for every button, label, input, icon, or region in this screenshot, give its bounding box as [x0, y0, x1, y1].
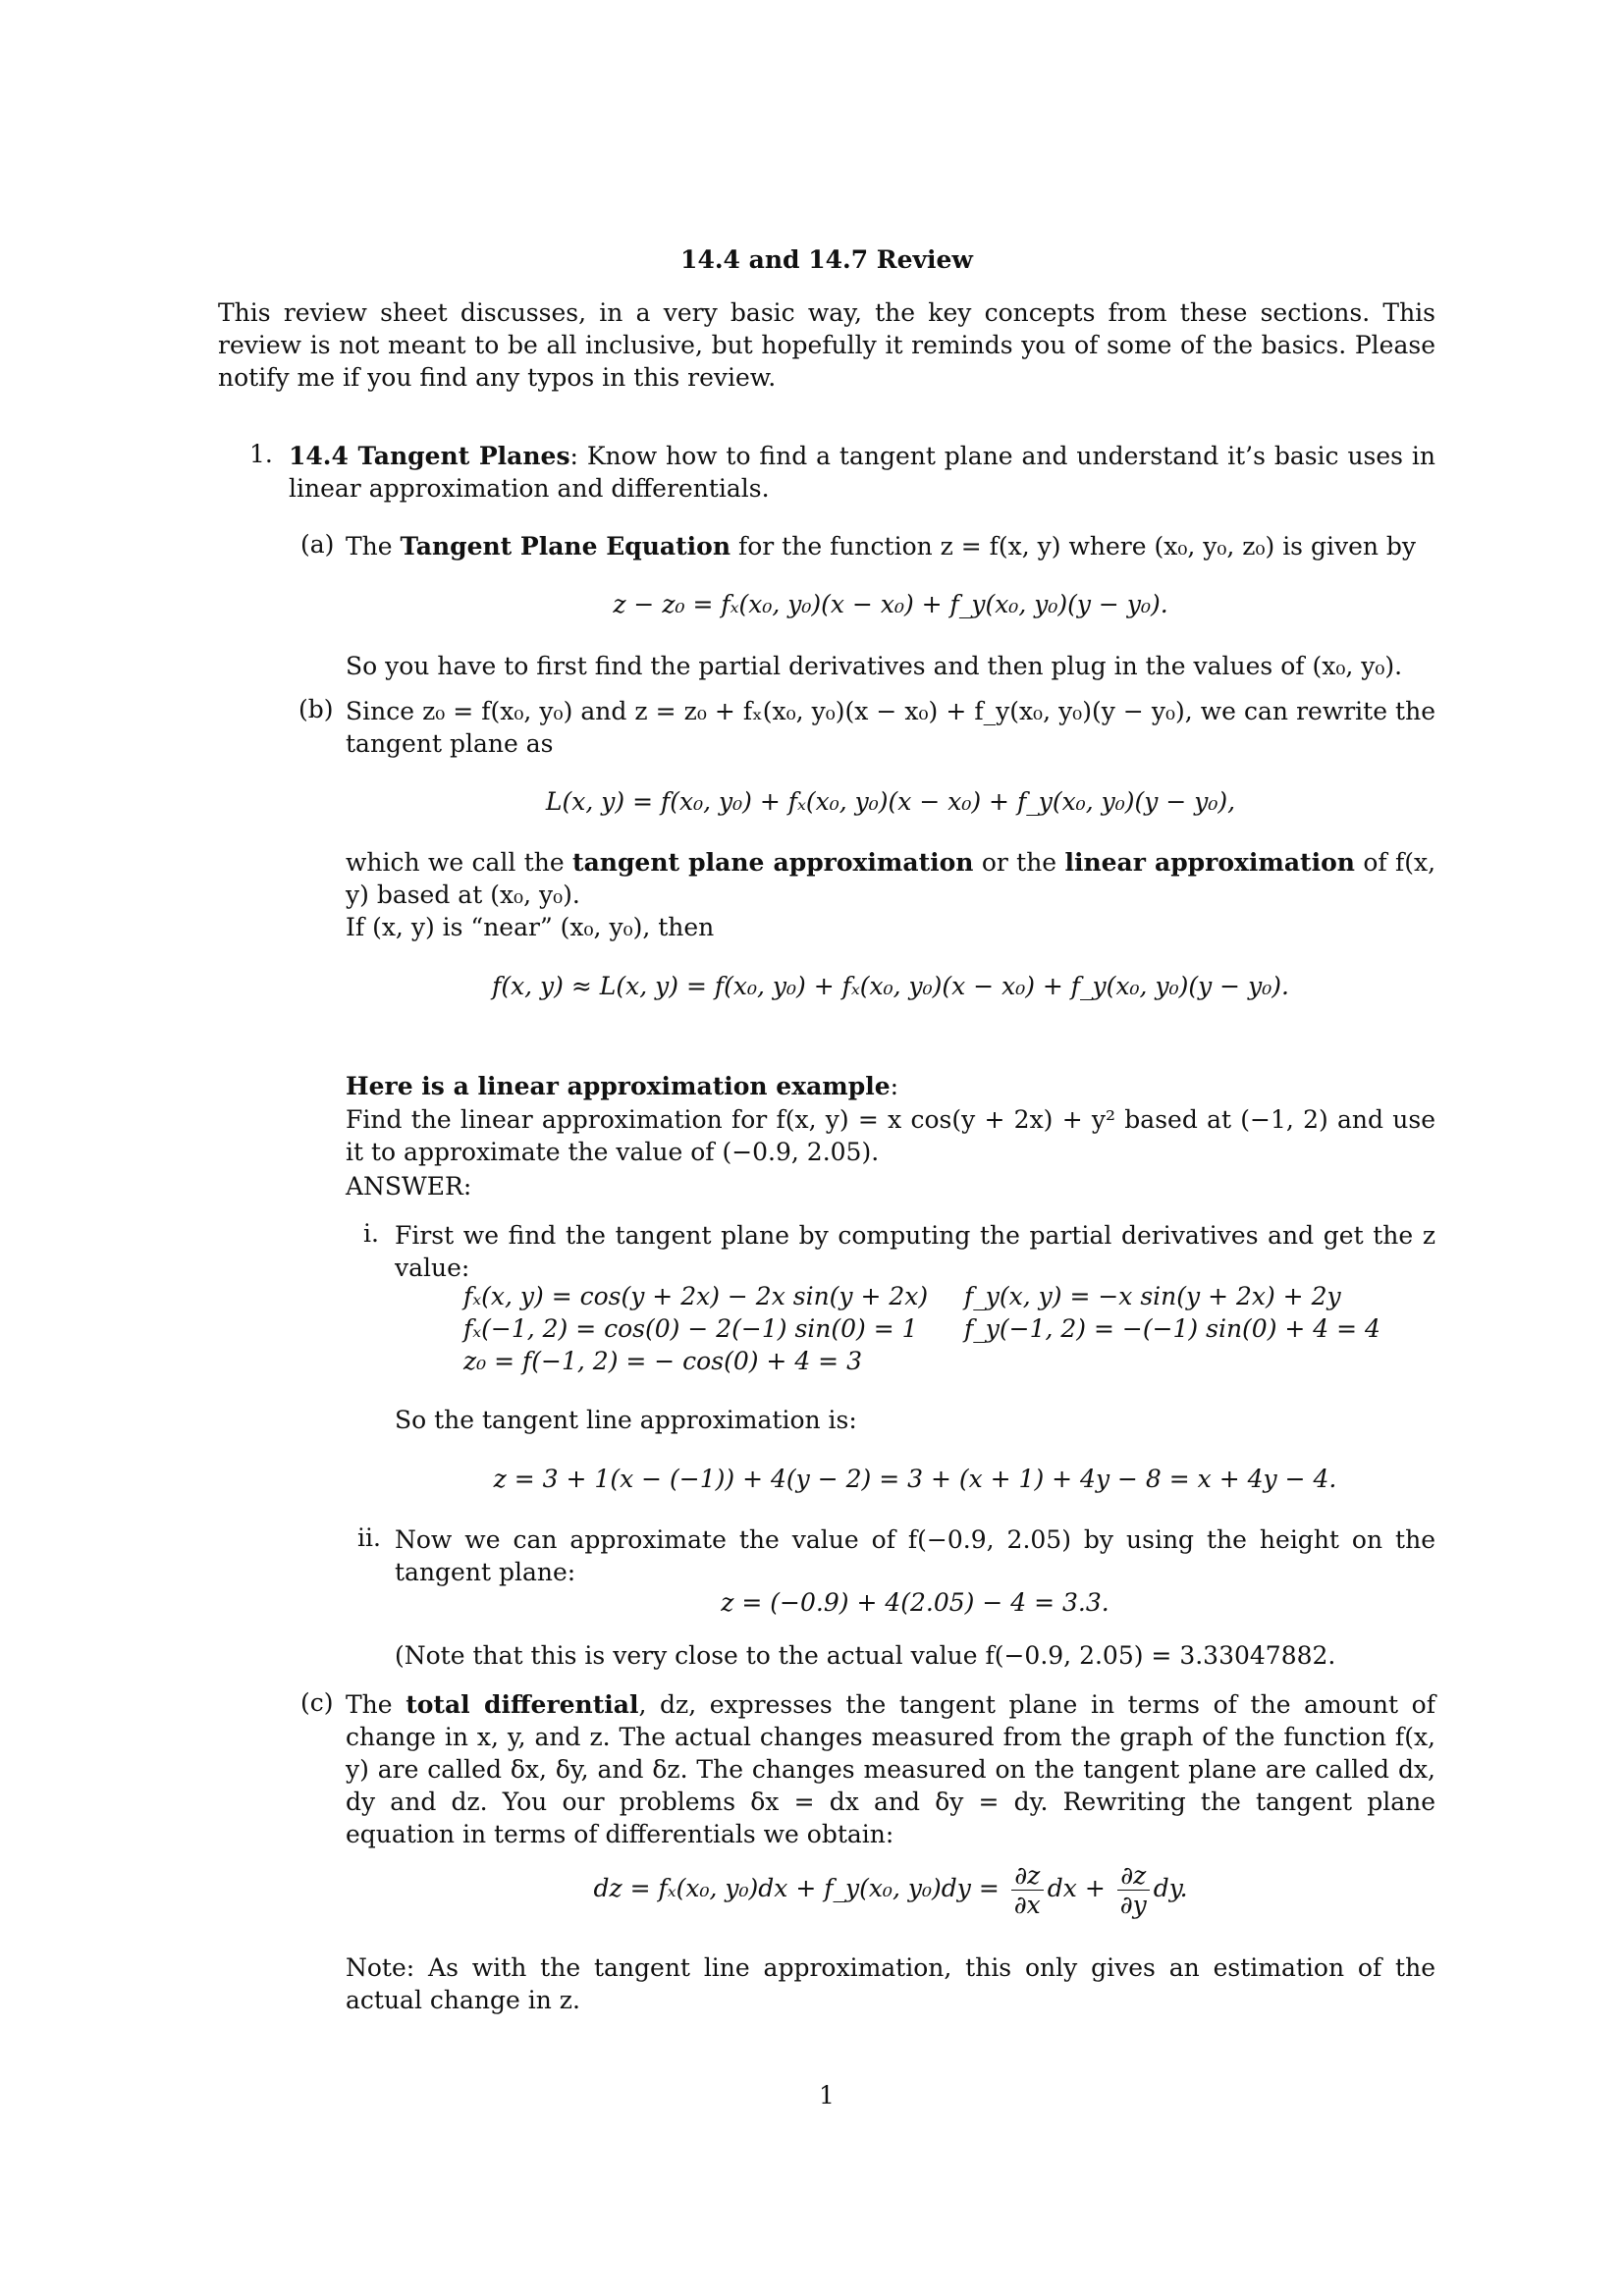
part-a-text: The Tangent Plane Equation for the function z = f(x, y) where (x₀, y₀, z₀) is given by [346, 532, 1417, 561]
partial-derivatives-x: fₓ(x, y) = cos(y + 2x) − 2x sin(y + 2x) fₓ(−1, 2) = cos(0) − 2(−1) sin(0) = 1 z₀ = f(−1, 2) = − cos(0) + 4 = 3 [463, 1282, 929, 1375]
tangent-line-equation: z = 3 + 1(x − (−1)) + 4(y − 2) = 3 + (x + 1) + 4y − 8 = x + 4y − 4. [493, 1465, 1337, 1493]
label-ii: ii. [357, 1523, 381, 1552]
label-a: (a) [300, 530, 335, 559]
partial-derivatives-y: f_y(x, y) = −x sin(y + 2x) + 2y f_y(−1, 2) = −(−1) sin(0) + 4 = 4 [964, 1282, 1380, 1343]
term-total-differential: total differential [406, 1690, 639, 1719]
total-differential-equation: dz = fₓ(x₀, y₀)dx + f_y(x₀, y₀)dy = $\frac{\partial z}{\partial x}$ dx + $\frac{\partial z}{\partial y}$ dy. [593, 1861, 1188, 1919]
fraction-dz-dx: $\frac{\partial z}{\partial x}$ [1011, 1861, 1044, 1919]
part-c-note: Note: As with the tangent line approximation, this only gives an estimation of the actual change in z. [346, 1953, 1435, 2014]
term-tangent-plane-equation: Tangent Plane Equation [400, 532, 731, 561]
example-heading: Here is a linear approximation example: [346, 1072, 899, 1100]
linear-approx-equation: L(x, y) = f(x₀, y₀) + fₓ(x₀, y₀)(x − x₀) + f_y(x₀, y₀)(y − y₀), [545, 787, 1236, 816]
step-i-text: First we find the tangent plane by computing the partial derivatives and get the z value: [395, 1221, 1435, 1282]
page-number: 1 [819, 2081, 835, 2109]
step-ii-text: Now we can approximate the value of f(−0.9, 2.05) by using the height on the tangent plane: [395, 1525, 1435, 1586]
label-i: i. [363, 1219, 379, 1248]
section-1-paragraph [289, 440, 1435, 505]
note-actual-value: (Note that this is very close to the actual value f(−0.9, 2.05) = 3.33047882. [395, 1641, 1336, 1670]
part-c-text: The total differential, dz, expresses the tangent plane in terms of the amount of change in x, y, and z. The actual changes measured from the graph of the function f(x, y) are called δx, δy, and δz. The changes measured on the tangent plane are called dx, dy and dz. You our problems δx = dx and δy = dy. Rewriting the tangent plane equation in terms of differentials we obtain: [346, 1690, 1435, 1848]
label-b: (b) [298, 695, 334, 723]
label-c: (c) [300, 1688, 334, 1717]
near-text: If (x, y) is “near” (x₀, y₀), then [346, 913, 715, 941]
tangent-line-intro: So the tangent line approximation is: [395, 1406, 857, 1434]
height-equation: z = (−0.9) + 4(2.05) − 4 = 3.3. [721, 1588, 1109, 1617]
section-heading: 14.4 Tangent Planes [289, 442, 570, 470]
example-text: Find the linear approximation for f(x, y) = x cos(y + 2x) + y² based at (−1, 2) and use it to approximate the value of (−0.9, 2.05). [346, 1105, 1435, 1166]
intro-paragraph: This review sheet discusses, in a very basic way, the key concepts from these sections. This review is not meant to be all inclusive, but hopefully it reminds you of some of the basics. Please notify me if you find any typos in this review. [218, 298, 1435, 392]
approximation-equation: f(x, y) ≈ L(x, y) = f(x₀, y₀) + fₓ(x₀, y₀)(x − x₀) + f_y(x₀, y₀)(y − y₀). [492, 972, 1289, 1000]
page-title: 14.4 and 14.7 Review [680, 245, 973, 274]
part-b-text: Since z₀ = f(x₀, y₀) and z = z₀ + fₓ(x₀, y₀)(x − x₀) + f_y(x₀, y₀)(y − y₀), we can rewrite the tangent plane as [346, 697, 1435, 758]
part-b-definition: which we call the tangent plane approximation or the linear approximation of f(x, y) based at (x₀, y₀). [346, 848, 1436, 909]
answer-label: ANSWER: [346, 1172, 472, 1201]
fraction-dz-dy: $\frac{\partial z}{\partial y}$ [1117, 1861, 1150, 1919]
part-a-after: So you have to first find the partial derivatives and then plug in the values of (x₀, y₀). [346, 652, 1403, 680]
section-text: : Know how to find a tangent plane and understand it’s basic uses in linear approximation and differentials. [289, 442, 1435, 503]
item-number: 1. [249, 440, 273, 468]
tangent-plane-equation: z − z₀ = fₓ(x₀, y₀)(x − x₀) + f_y(x₀, y₀)(y − y₀). [613, 590, 1168, 618]
